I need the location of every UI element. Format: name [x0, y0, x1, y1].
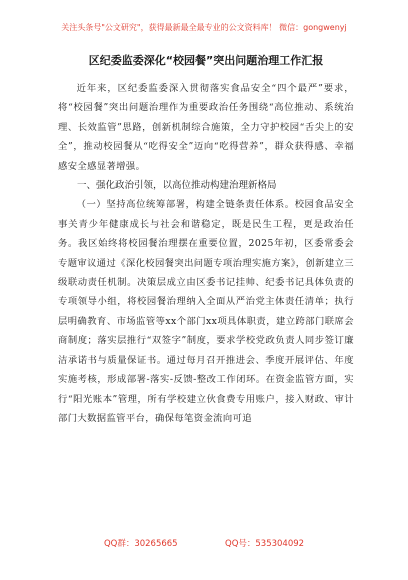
document-body [58, 52, 354, 428]
section-heading-1: 一、强化政治引领，以高位推动构建治理新格局 [77, 180, 277, 192]
footer-qq-number: QQ号：535304092 [225, 539, 305, 549]
footer-contact [0, 537, 408, 549]
footer-qq-group: QQ群：30265665 [103, 539, 178, 549]
top-banner: 关注头条号"公文研究"，获得最新最全最专业的公文资料库！ 微信：gongwenyj [61, 23, 347, 32]
document-title: 区纪委监委深化“校园餐”突出问题治理工作汇报 [88, 54, 324, 67]
intro-paragraph: 近年来，区纪委监委深入贯彻落实食品安全“四个最严”要求，将“校园餐”突出问题治理作为重要政治任务围绕“高位推动、系统治理、长效监管”思路，创新机制综合施策，全力守护校园“舌尖上的安全”，推动校园餐从“吃得安全”迈向“吃得营养”，群众获得感、幸福感安全感显著增强。 [58, 83, 354, 172]
subsection-paragraph-1: （一）坚持高位统筹部署，构建全链条责任体系。校园食品安全事关青少年健康成长与社会和谐稳定，既是民生工程，更是政治任务。我区始终将校园餐治理摆在重要位置，2025年初，区委常委会专题审议通过《深化校园餐突出问题专项治理实施方案》，创新建立三级联动责任机制。决策层成立由区委书记挂帅、纪委书记具体负责的专项领导小组，将校园餐治理纳入全面从严治党主体责任清单；执行层明确教育、市场监管等xx个部门xx项具体职责，建立跨部门联席会商制度；落实层推行“双签字”制度，要求学校党政负责人同步签订廉洁承诺书与质量保证书。通过每月召开推进会、季度开展评估、年度实施考核，形成部署-落实-反馈-整改工作闭环。在资金监管方面，实行“阳光账本”管理，所有学校建立伙食费专用账户，接入财政、审计部门大数据监管平台，确保每笔资金流向可追 [58, 199, 354, 424]
